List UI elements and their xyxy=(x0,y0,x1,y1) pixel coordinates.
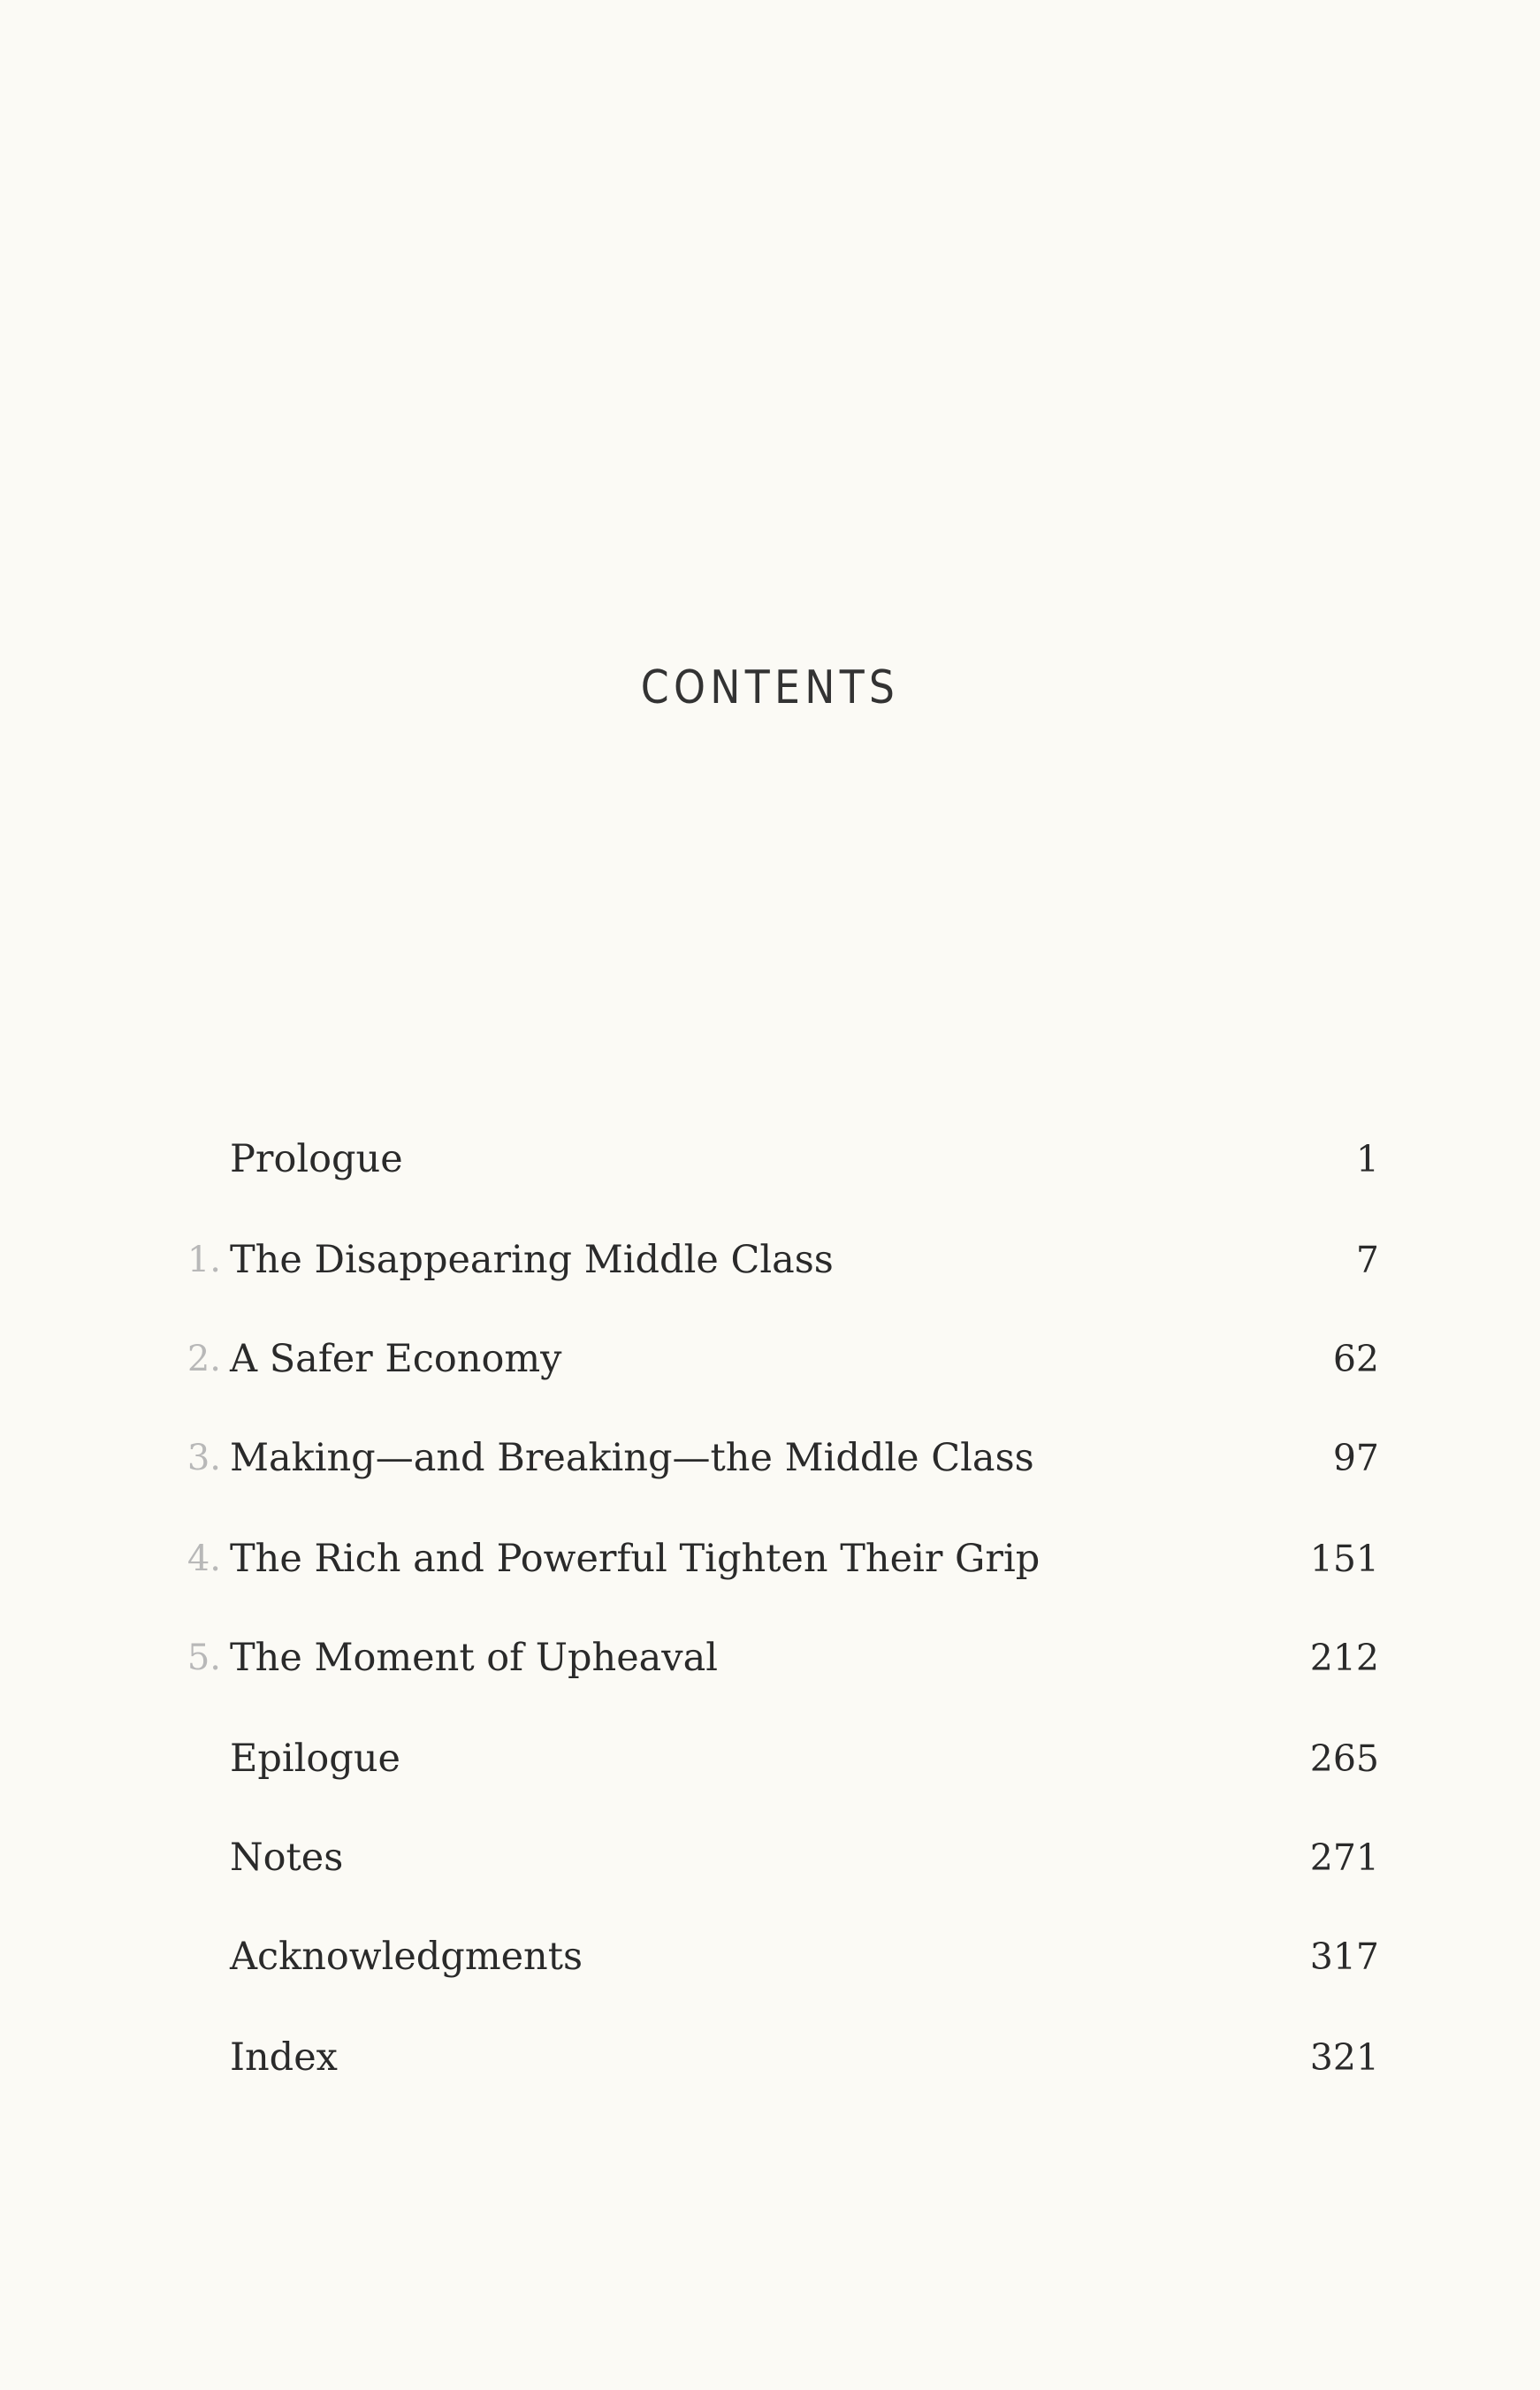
entry-title: The Disappearing Middle Class xyxy=(230,1238,834,1282)
entry-page-number: 321 xyxy=(1309,2036,1379,2079)
chapter-number: 1. xyxy=(187,1240,221,1280)
entry-page-number: 317 xyxy=(1309,1936,1379,1978)
toc-entry-acknowledgments[interactable] xyxy=(168,1926,1388,1988)
entry-title: The Rich and Powerful Tighten Their Grip xyxy=(230,1537,1041,1581)
toc-entry-chapter-5[interactable] xyxy=(168,1627,1388,1689)
entry-title: The Moment of Upheaval xyxy=(230,1636,718,1680)
entry-page-number: 62 xyxy=(1332,1338,1379,1380)
toc-entry-prologue[interactable] xyxy=(168,1128,1388,1190)
entry-title: A Safer Economy xyxy=(230,1337,562,1381)
toc-entry-notes[interactable] xyxy=(168,1827,1388,1889)
chapter-number: 4. xyxy=(187,1539,221,1579)
entry-page-number: 7 xyxy=(1355,1239,1379,1281)
entry-page-number: 271 xyxy=(1309,1836,1379,1879)
entry-page-number: 212 xyxy=(1309,1637,1379,1679)
chapter-number: 2. xyxy=(187,1339,221,1379)
entry-title: Epilogue xyxy=(230,1737,400,1781)
contents-heading: CONTENTS xyxy=(640,661,900,714)
toc-entry-chapter-2[interactable] xyxy=(168,1328,1388,1390)
entry-page-number: 151 xyxy=(1309,1538,1379,1580)
entry-page-number: 1 xyxy=(1355,1138,1379,1180)
entry-title: Index xyxy=(230,2035,338,2080)
chapter-number: 5. xyxy=(187,1638,221,1678)
toc-entry-epilogue[interactable] xyxy=(168,1728,1388,1790)
entry-title: Making—and Breaking—the Middle Class xyxy=(230,1436,1034,1480)
entry-title: Prologue xyxy=(230,1137,403,1181)
entry-page-number: 97 xyxy=(1332,1437,1379,1479)
entry-title: Notes xyxy=(230,1836,344,1880)
toc-entry-index[interactable] xyxy=(168,2027,1388,2088)
toc-entry-chapter-4[interactable] xyxy=(168,1528,1388,1590)
entry-page-number: 265 xyxy=(1309,1737,1379,1780)
toc-entry-chapter-3[interactable] xyxy=(168,1427,1388,1489)
toc-entry-chapter-1[interactable] xyxy=(168,1229,1388,1291)
entry-title: Acknowledgments xyxy=(230,1935,583,1979)
chapter-number: 3. xyxy=(187,1438,221,1478)
